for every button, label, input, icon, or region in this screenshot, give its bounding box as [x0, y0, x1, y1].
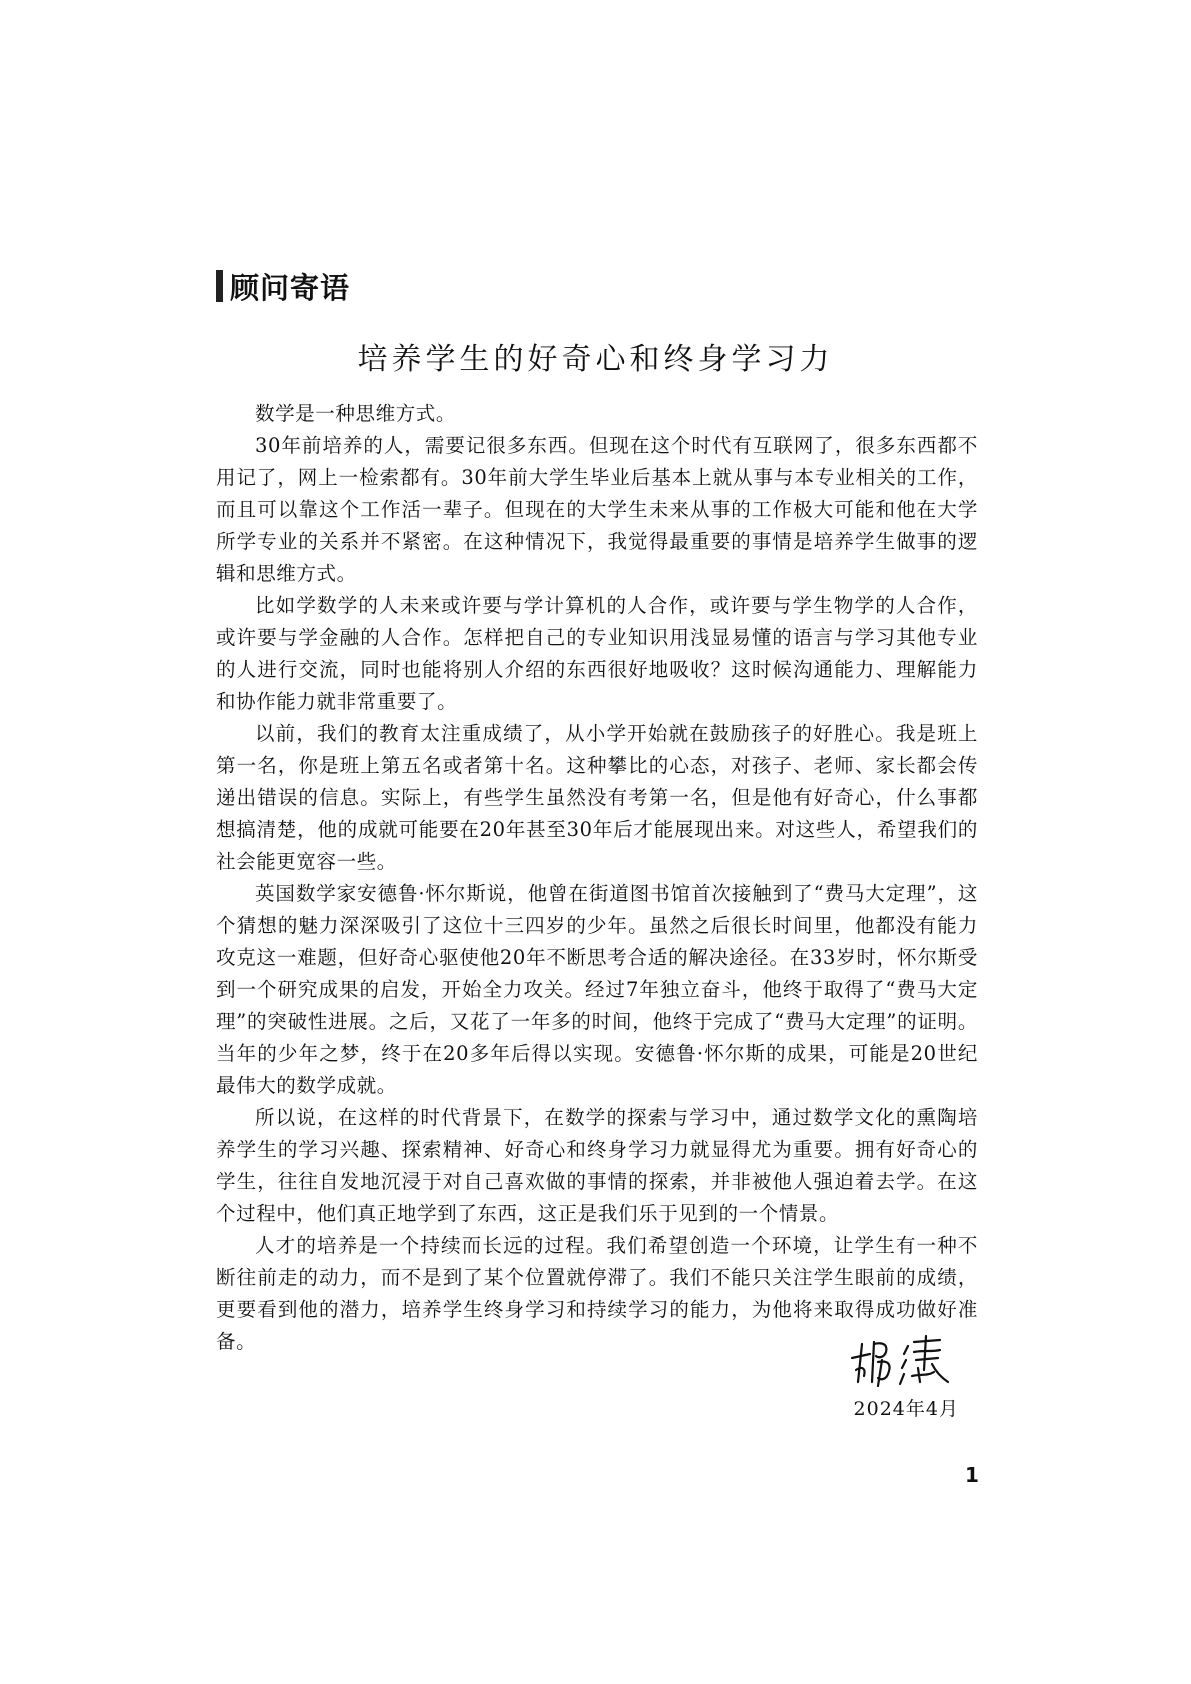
paragraph: 比如学数学的人未来或许要与学计算机的人合作，或许要与学生物学的人合作，或许要与学金融的人合作。怎样把自己的专业知识用浅显易懂的语言与学习其他专业的人进行交流，同时也能将别人介绍的东西很好地吸收？这时候沟通能力、理解能力和协作能力就非常重要了。 — [216, 594, 978, 713]
handwritten-signature — [848, 1330, 958, 1390]
paragraph: 30年前培养的人，需要记很多东西。但现在这个时代有互联网了，很多东西都不用记了，网上一检索都有。30年前大学生毕业后基本上就从事与本专业相关的工作，而且可以靠这个工作活一辈子。但现在的大学生未来从事的工作极大可能和他在大学所学专业的关系并不紧密。在这种情况下，我觉得最重要的事情是培养学生做事的逻辑和思维方式。 — [216, 434, 978, 585]
section-marker-bar — [216, 270, 223, 302]
page-number: 1 — [965, 1463, 979, 1487]
paragraph: 以前，我们的教育太注重成绩了，从小学开始就在鼓励孩子的好胜心。我是班上第一名，你是班上第五名或者第十名。这种攀比的心态，对孩子、老师、家长都会传递出错误的信息。实际上，有些学生虽然没有考第一名，但是他有好奇心，什么事都想搞清楚，他的成就可能要在20年甚至30年后才能展现出来。对这些人，希望我们的社会能更宽容一些。 — [216, 722, 978, 873]
section-header — [216, 268, 350, 304]
paragraph: 数学是一种思维方式。 — [255, 402, 457, 425]
paragraph: 英国数学家安德鲁·怀尔斯说，他曾在街道图书馆首次接触到了“费马大定理”，这个猜想的魅力深深吸引了这位十三四岁的少年。虽然之后很长时间里，他都没有能力攻克这一难题，但好奇心驱使他20年不断思考合适的解决途径。在33岁时，怀尔斯受到一个研究成果的启发，开始全力攻关。经过7年独立奋斗，他终于取得了“费马大定理”的突破性进展。之后，又花了一年多的时间，他终于完成了“费马大定理”的证明。当年的少年之梦，终于在20多年后得以实现。安德鲁·怀尔斯的成果，可能是20世纪最伟大的数学成就。 — [216, 882, 978, 1097]
article-title: 培养学生的好奇心和终身学习力 — [357, 342, 834, 377]
date: 2024年4月 — [853, 1398, 959, 1420]
paragraph: 人才的培养是一个持续而长远的过程。我们希望创造一个环境，让学生有一种不断往前走的动力，而不是到了某个位置就停滞了。我们不能只关注学生眼前的成绩，更要看到他的潜力，培养学生终身学习和持续学习的能力，为他将来取得成功做好准备。 — [216, 1234, 978, 1353]
section-title: 顾问寄语 — [230, 270, 351, 305]
article-body — [216, 398, 978, 1358]
paragraph: 所以说，在这样的时代背景下，在数学的探索与学习中，通过数学文化的熏陶培养学生的学习兴趣、探索精神、好奇心和终身学习力就显得尤为重要。拥有好奇心的学生，往往自发地沉浸于对自己喜欢做的事情的探索，并非被他人强迫着去学。在这个过程中，他们真正地学到了东西，这正是我们乐于见到的一个情景。 — [216, 1106, 978, 1225]
